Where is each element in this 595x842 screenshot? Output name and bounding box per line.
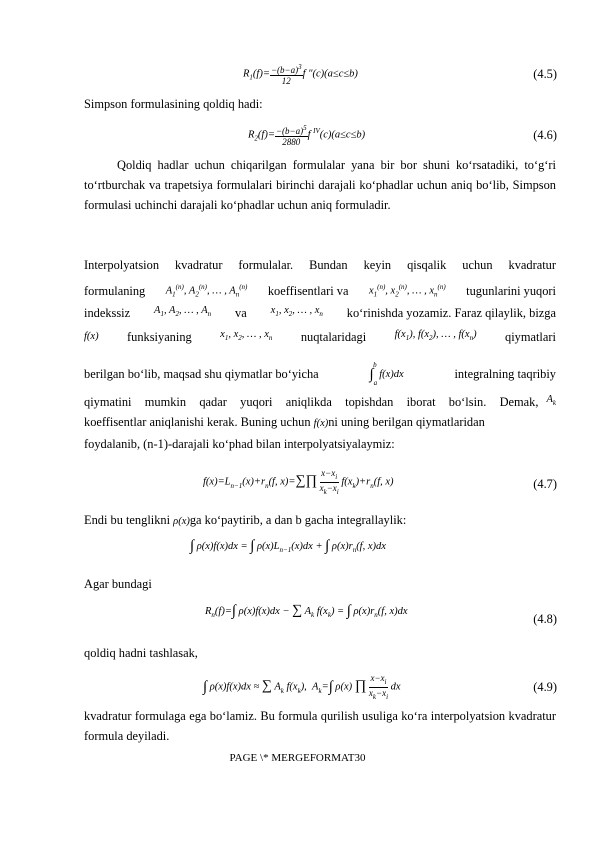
paragraph-interpolation-formula: kvadratur formulaga ega bo‘lamiz. Bu formula qurilish usuliga ko‘ra interpolyatsion kvadratur formula deyiladi. [84, 709, 556, 743]
paragraph-interpolation-line3: indekssiz $A_1$, $A_2$, … , $A_n$ va $x_1$, $x_2$, … , $x_n$ ko‘rinishda yozamiz. Faraz qilaylik, bizga [84, 305, 556, 320]
equation-number-4-5: (4.5) [533, 67, 557, 81]
paragraph-interpolation-line2: formulaning $A_1^{(n)}$, $A_2^{(n)}$, … , $A_n^{(n)}$ koeffisentlari va $x_1^{(n)}$, $x_2^{(n)}$, … , $x_n^{(n)}$ tugunlarini yuqori [84, 283, 556, 299]
equation-number-4-9: (4.9) [533, 680, 557, 694]
equation-4-6: $R_2(f)=$ $\frac{-(b-a)^5}{2880}$ f $^{IV}$(c)(a≤c≤b) [248, 124, 366, 147]
equation-4-5: $R_1(f)=$ $\frac{-(b-a)^3}{12}$ f ″(c)(a≤c≤b) [243, 63, 358, 86]
paragraph-multiply-integrate: Endi bu tenglikni ρ(x)ga ko‘paytirib, a dan b gacha integrallaylik: [84, 513, 407, 527]
paragraph-remainder-conclusion: Qoldiq hadlar uchun chiqarilgan formulalar yana bir bor shuni ko‘rsatadiki, to‘g‘ri to‘rtburchak va trapetsiya formulalari birinchi darajali ko‘phadlar uchun aniq bo‘lib, Simpson formulasi uchinchi darajali ko‘phadlar uchun aniq formuladir. [84, 158, 556, 212]
page-footer: PAGE \* MERGEFORMAT30 [229, 752, 366, 764]
equation-4-9: ∫ ρ(x)f(x)dx ≈ ∑ $A_k$ $f(x_k)$, $A_k=\int$ ρ(x) ∏ $\frac{x-x_i}{x_k-x_i}$ dx [203, 673, 401, 701]
paragraph-interpolation-line8: foydalanib, (n-1)-darajali ko‘phad bilan interpolyatsiyalaymiz: [84, 437, 395, 451]
simpson-heading: Simpson formulasining qoldiq hadi: [84, 97, 263, 111]
equation-number-4-8: (4.8) [533, 612, 557, 626]
qoldiq-hadni: qoldiq hadni tashlasak, [84, 646, 198, 660]
paragraph-interpolation-line5: berilgan bo‘lib, maqsad shu qiymatlar bo‘yicha $\int_a^b$ f(x)dx integralning taqribiy [84, 361, 556, 387]
equation-number-4-7: (4.7) [533, 477, 557, 491]
paragraph-interpolation-line4: f(x) funksiyaning $x_1$, $x_2$, … , $x_n$ nuqtalaridagi $f(x_1)$, $f(x_2)$, … , $f(x_n)$ qiymatlari [84, 329, 556, 344]
agar-bundagi: Agar bundagi [84, 577, 152, 591]
paragraph-interpolation-line7: koeffisentlar aniqlanishi kerak. Buning uchun f(x)ni uning berilgan qiymatlaridan [84, 415, 485, 429]
equation-number-4-6: (4.6) [533, 128, 557, 142]
paragraph-interpolation-line1: Interpolyatsion kvadratur formulalar. Bundan keyin qisqalik uchun kvadratur [84, 258, 556, 272]
paragraph-interpolation-line6: qiymatini mumkin qadar yuqori aniqlikda topishdan iborat bo‘lsin. Demak, $A_k$ [84, 394, 556, 409]
equation-integral-expansion: ∫ ρ(x)f(x)dx = ∫ $\rho(x)L_{n-1}(x)dx$ + ∫ $\rho(x)r_n(f$, x)dx [190, 538, 386, 554]
equation-4-7: $f(x)=L_{n-1}(x)+r_n(f$, x)=∑∏ $\frac{x-x_i}{x_k-x_i}$ $f(x_k)+r_n(f$, x) [203, 468, 394, 496]
equation-4-8: $R_n(f)=\int$ ρ(x)f(x)dx − ∑ $A_k$ $f(x_k)$ = ∫ $\rho(x)r_n(f$, x)dx [205, 603, 408, 620]
